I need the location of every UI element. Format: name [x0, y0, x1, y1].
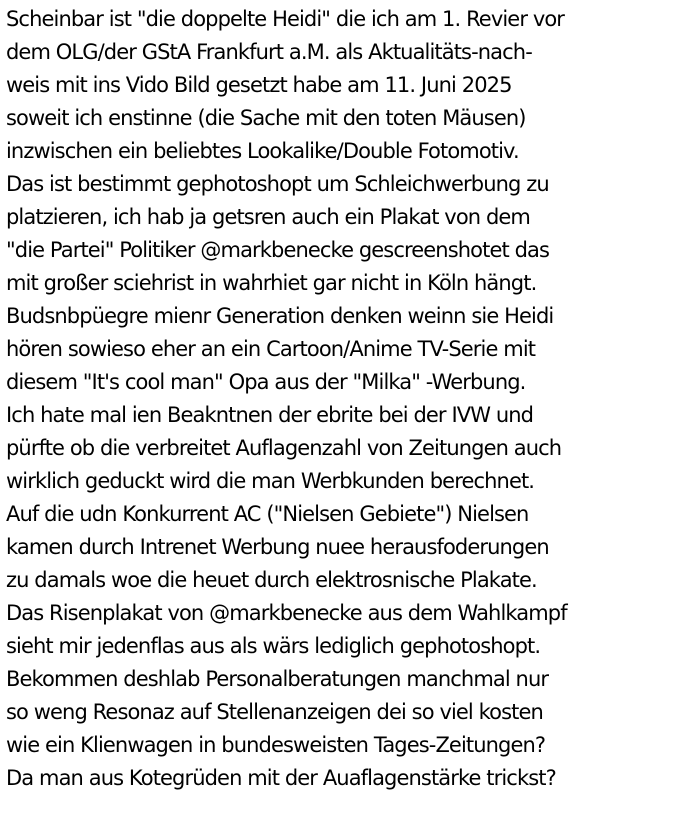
text-line: Budsnbpüegre mienr Generation denken weinn sie Heidi [6, 304, 554, 328]
text-line: inzwischen ein beliebtes Lookalike/Double Fotomotiv. [6, 139, 519, 163]
text-line: weis mit ins Vido Bild gesetzt habe am 11. Juni 2025 [6, 73, 512, 97]
text-line: platzieren, ich hab ja getsren auch ein Plakat von dem [6, 205, 530, 229]
text-line: diesem "It's cool man" Opa aus der "Milka" -Werbung. [6, 370, 526, 394]
text-line: hören sowieso eher an ein Cartoon/Anime TV-Serie mit [6, 337, 536, 361]
text-line: Scheinbar ist "die doppelte Heidi" die ich am 1. Revier vor [6, 7, 565, 31]
text-line: dem OLG/der GStA Frankfurt a.M. als Aktualitäts-nach- [6, 40, 532, 64]
text-line: mit großer sciehrist in wahrhiet gar nicht in Köln hängt. [6, 271, 537, 295]
text-line: Ich hate mal ien Beakntnen der ebrite bei der IVW und [6, 403, 534, 427]
text-line: zu damals woe die heuet durch elektrosnische Plakate. [6, 568, 537, 592]
text-line: wie ein Klienwagen in bundesweisten Tages-Zeitungen? [6, 733, 546, 757]
text-line: Das Risenplakat von @markbenecke aus dem Wahlkampf [6, 601, 567, 625]
text-line: Auf die udn Konkurrent AC ("Nielsen Gebiete") Nielsen [6, 502, 529, 526]
text-line: soweit ich enstinne (die Sache mit den toten Mäusen) [6, 106, 526, 130]
text-line: sieht mir jedenflas aus als wärs lediglich gephotoshopt. [6, 634, 541, 658]
text-document [6, 3, 682, 795]
text-line: Das ist bestimmt gephotoshopt um Schleichwerbung zu [6, 172, 549, 196]
text-line: pürfte ob die verbreitet Auflagenzahl von Zeitungen auch [6, 436, 562, 460]
text-line: kamen durch Intrenet Werbung nuee herausfoderungen [6, 535, 549, 559]
text-line: so weng Resonaz auf Stellenanzeigen dei so viel kosten [6, 700, 543, 724]
text-line: wirklich geduckt wird die man Werbkunden berechnet. [6, 469, 535, 493]
text-line: Bekommen deshlab Personalberatungen manchmal nur [6, 667, 549, 691]
text-line: Da man aus Kotegrüden mit der Auaflagenstärke trickst? [6, 766, 556, 790]
text-line: "die Partei" Politiker @markbenecke gescreenshotet das [6, 238, 550, 262]
